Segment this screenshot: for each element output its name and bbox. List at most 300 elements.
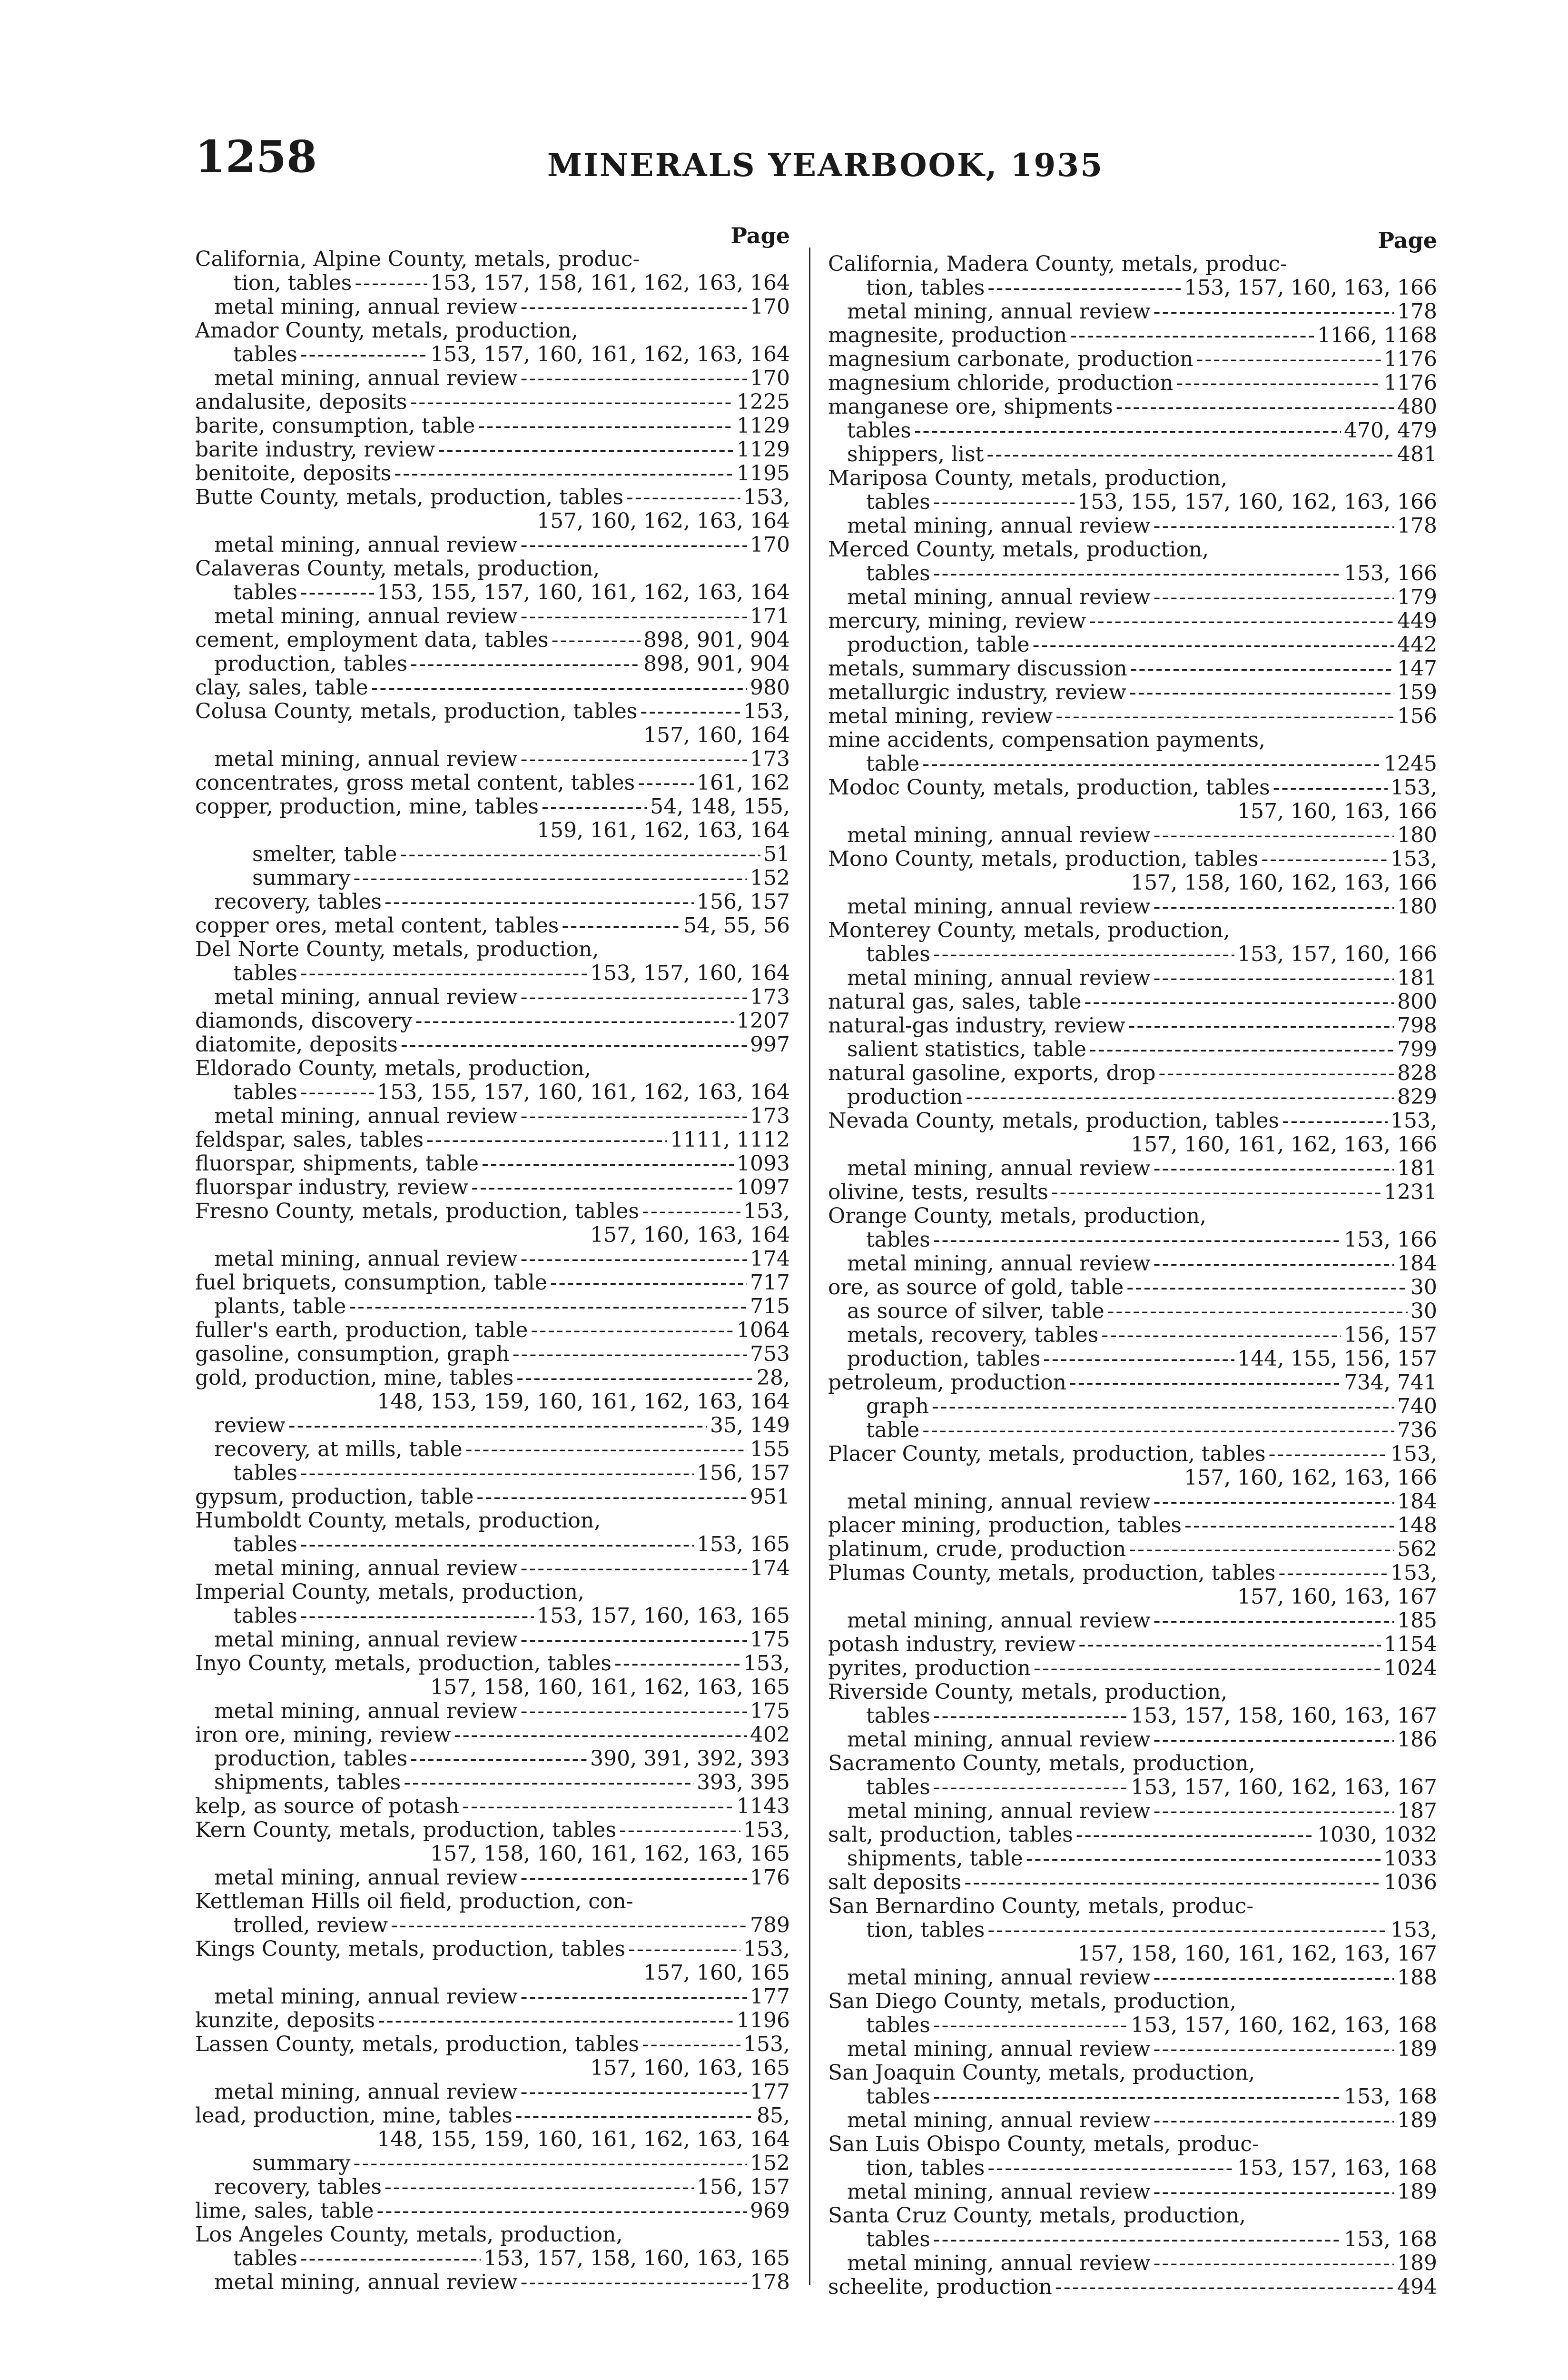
leader-dots [1128,1014,1394,1038]
index-entry-term: manganese ore, shipments [828,395,1113,419]
leader-dots [300,1081,375,1104]
index-entry-pages: 178 [1397,300,1437,324]
index-entry-pages: 174 [750,1557,790,1580]
index-entry-pages: 181 [1397,1157,1437,1180]
leader-dots [1154,2037,1394,2061]
index-entry-term: metal mining, annual review [214,1699,518,1723]
index-entry [195,581,790,605]
index-entry [828,514,1437,538]
index-entry-term: olivine, tests, results [828,1180,1048,1204]
index-entry [195,1699,790,1723]
index-entry [828,823,1437,847]
index-entry-term: California, Alpine County, metals, produc- [195,248,640,271]
index-entry-pages: 153, [1390,1561,1437,1585]
index-entry-term: metal mining, annual review [214,985,518,1009]
leader-dots [642,2033,740,2056]
leader-dots [391,1914,747,1937]
leader-dots [478,414,734,438]
index-entry-term: Santa Cruz County, metals, production, [828,2204,1246,2228]
leader-dots [1026,1847,1381,1871]
leader-dots [987,276,1181,300]
index-entry [195,1604,790,1628]
index-entry [828,1537,1437,1561]
leader-dots [476,1485,747,1509]
index-entry-term: gypsum, production, table [195,1485,474,1509]
leader-dots [1154,1252,1394,1276]
index-entry-term: feldspar, sales, tables [195,1128,424,1152]
index-entry-term: Orange County, metals, production, [828,1204,1207,1228]
index-entry-pages: 717 [750,1271,790,1295]
leader-dots [385,890,694,914]
page-number: 1258 [195,131,317,182]
leader-dots [465,1438,747,1461]
leader-dots [986,443,1394,466]
index-entry-pages: 153, [743,1652,790,1676]
index-entry [195,1747,790,1771]
index-entry-pages: 152 [750,866,790,890]
index-entry-pages: 153, 155, 157, 160, 161, 162, 163, 164 [377,1081,790,1104]
index-entry [195,1914,790,1937]
index-entry-pages: 189 [1397,2251,1437,2275]
index-entry-pages: 449 [1397,609,1437,633]
index-entry-pages-continued: 157, 160, 162, 163, 166 [1184,1466,1437,1490]
leader-dots [619,1818,740,1842]
index-entry-pages: 171 [750,605,790,628]
index-entry-term: trolled, review [233,1914,388,1937]
index-entry-term: cement, employment data, tables [195,628,549,652]
index-entry-pages: 442 [1397,633,1437,657]
index-entry [195,843,790,866]
index-entry-term: ore, as source of gold, table [828,1276,1124,1299]
leader-dots [626,486,740,509]
index-entry-pages: 170 [750,533,790,557]
index-entry [828,966,1437,990]
index-entry-pages: 153, [743,1818,790,1842]
index-entry-pages: 1176 [1384,371,1437,395]
index-entry [195,2152,790,2175]
leader-dots [1154,514,1394,538]
leader-dots [1154,1490,1394,1514]
index-entry-term: metal mining, annual review [214,1985,518,2009]
index-entry-term: Kings County, metals, production, tables [195,1937,625,1961]
index-entry-term: tion, tables [866,2156,985,2180]
leader-dots [371,676,747,700]
index-entry-pages: 179 [1397,585,1437,609]
index-entry [195,1628,790,1652]
leader-dots [521,2271,747,2294]
index-entry-term: fuel briquets, consumption, table [195,1271,547,1295]
index-entry-term: gold, production, mine, tables [195,1366,514,1390]
index-entry-pages: 1225 [737,390,790,414]
page-column-label: Page [730,223,790,248]
index-entry-pages: 980 [750,676,790,700]
index-entry-pages: 1195 [737,462,790,486]
index-entry-pages: 1024 [1384,1656,1437,1680]
index-entry [828,2061,1437,2085]
leader-dots [471,1176,734,1200]
index-entry-term: tables [233,2247,297,2271]
index-entry [828,466,1437,490]
index-entry-term: magnesium carbonate, production [828,347,1193,371]
index-entry-term: tables [866,562,930,585]
index-entry-pages: 153, 157, 160, 163, 165 [537,1604,790,1628]
leader-dots [516,1366,754,1390]
index-entry-term: Riverside County, metals, production, [828,1680,1228,1704]
leader-dots [552,628,641,652]
index-entry-pages: 153, [743,700,790,724]
leader-dots [638,771,694,795]
index-entry-term: metal mining, annual review [214,1866,518,1890]
index-entry-pages: 174 [750,1247,790,1271]
index-entry-term: benitoite, deposits [195,462,392,486]
index-entry [828,585,1437,609]
index-entry [195,2199,790,2223]
index-entry-pages: 562 [1397,1537,1437,1561]
index-entry-term: metals, summary discussion [828,657,1127,681]
index-entry [195,2009,790,2033]
index-entry-term: metal mining, review [828,704,1053,728]
leader-dots [355,271,427,295]
index-entry [195,1985,790,2009]
leader-dots [933,1228,1341,1252]
leader-dots [922,1418,1394,1442]
leader-dots [300,2247,481,2271]
index-entry-term: Sacramento County, metals, production, [828,1752,1255,1775]
index-entry [828,1847,1437,1871]
index-entry [828,1799,1437,1823]
index-entry-term: natural gas, sales, table [828,990,1082,1014]
leader-dots [521,747,747,771]
index-entry-term: mercury, mining, review [828,609,1086,633]
index-entry-term: platinum, crude, production [828,1537,1126,1561]
leader-dots [521,985,747,1009]
index-entry-term: recovery, tables [214,2175,382,2199]
leader-dots [614,1652,740,1676]
index-entry-pages: 177 [750,1985,790,2009]
index-entry [828,2132,1437,2156]
index-entry-term: metal mining, annual review [847,514,1151,538]
leader-dots [966,1085,1394,1109]
index-entry [828,2251,1437,2275]
leader-dots [562,914,680,938]
index-entry-pages: 753 [750,1342,790,1366]
leader-dots [454,1723,747,1747]
index-entry-term: recovery, tables [214,890,382,914]
leader-dots [933,562,1341,585]
index-entry [195,1200,790,1223]
index-entry-term: tables [233,1533,297,1557]
index-entry-pages: 144, 155, 156, 157 [1237,1347,1437,1371]
leader-dots [914,419,1341,443]
index-entry [828,1418,1437,1442]
index-entry-term: tion, tables [866,276,985,300]
index-entry [828,1299,1437,1323]
index-entry-term: plants, table [214,1295,346,1319]
index-entry [195,1771,790,1795]
index-entry-pages: 35, 149 [710,1414,790,1438]
index-entry [828,1371,1437,1395]
index-entry [195,914,790,938]
leader-dots [1085,990,1394,1014]
running-title: MINERALS YEARBOOK, 1935 [547,147,1104,184]
index-entry-term: Eldorado County, metals, production, [195,1057,591,1081]
index-entry [195,1104,790,1128]
index-entry-pages: 153, 168 [1344,2228,1437,2251]
index-entry-term: table [866,752,920,776]
index-entry-pages: 799 [1397,1038,1437,1061]
index-entry-pages: 1154 [1384,1633,1437,1656]
index-entry [195,890,790,914]
index-entry-term: tables [233,1604,297,1628]
index-entry-term: metal mining, annual review [847,1609,1151,1633]
index-entry [828,1871,1437,1894]
leader-dots [482,1152,734,1176]
leader-dots [521,1985,747,2009]
index-entry-pages: 969 [750,2199,790,2223]
index-entry [195,1890,790,1914]
index-entry [195,1866,790,1890]
leader-dots [1034,1656,1381,1680]
index-entry [195,1438,790,1461]
index-entry-term: Amador County, metals, production, [195,319,578,343]
index-entry-pages: 153, 166 [1344,562,1437,585]
index-entry-pages: 402 [750,1723,790,1747]
index-entry-term: salt, production, tables [828,1823,1073,1847]
leader-dots [521,1699,747,1723]
index-entry-term: table [866,1418,920,1442]
index-entry-pages: 390, 391, 392, 393 [590,1747,790,1771]
index-entry-pages: 898, 901, 904 [643,628,790,652]
index-entry-pages: 152 [750,2152,790,2175]
index-entry-term: Kern County, metals, production, tables [195,1818,617,1842]
index-entry [195,1128,790,1152]
index-entry-term: Monterey County, metals, production, [828,919,1230,942]
leader-dots [1033,633,1394,657]
index-entry [828,1823,1437,1847]
index-entry-pages: 28, [757,1366,790,1390]
index-entry [195,2247,790,2271]
index-entry-pages: 898, 901, 904 [643,652,790,676]
index-entry-term: smelter, table [252,843,397,866]
leader-dots [385,2175,694,2199]
index-entry-term: tion, tables [866,1918,985,1942]
index-entry-term: metal mining, annual review [847,1728,1151,1752]
index-entry-pages: 175 [750,1628,790,1652]
index-entry-pages: 175 [750,1699,790,1723]
leader-dots [438,438,734,462]
index-entry-pages-continued: 157, 160, 163, 165 [590,2056,790,2080]
leader-dots [513,1342,747,1366]
leader-dots [1154,1609,1394,1633]
index-entry [195,1818,790,1842]
leader-dots [933,2228,1341,2251]
index-entry-term: production, table [847,633,1030,657]
leader-dots [987,2156,1234,2180]
index-entry-pages: 85, [757,2104,790,2128]
leader-dots [1154,1799,1394,1823]
index-entry-pages: 156, 157 [697,1461,790,1485]
leader-dots [1130,657,1394,681]
index-entry-pages: 51 [763,843,790,866]
index-entry [828,776,1437,800]
index-entry-pages: 715 [750,1295,790,1319]
leader-dots [462,1795,734,1818]
index-entry [828,1656,1437,1680]
index-entry-term: metallurgic industry, review [828,681,1126,704]
index-entry-pages: 1030, 1032 [1317,1823,1437,1847]
leader-dots [933,1704,1128,1728]
leader-dots [1196,347,1381,371]
index-entry [828,919,1437,942]
index-entry-pages: 159 [1397,681,1437,704]
leader-dots [521,1866,747,1890]
leader-dots [1154,823,1394,847]
index-entry [828,895,1437,919]
index-entry-term: iron ore, mining, review [195,1723,451,1747]
index-entry-pages: 951 [750,1485,790,1509]
index-entry-pages: 740 [1397,1395,1437,1418]
index-entry-pages-continued: 157, 160, 163, 164 [590,1223,790,1247]
index-entry [195,1580,790,1604]
index-entry-pages: 180 [1397,895,1437,919]
leader-dots [1159,1061,1395,1085]
index-entry-pages: 480 [1397,395,1437,419]
index-entry-term: production, tables [214,652,408,676]
leader-dots [521,1104,747,1128]
index-entry-term: tables [233,581,297,605]
index-entry-term: Imperial County, metals, production, [195,1580,584,1604]
index-entry-term: metal mining, annual review [214,747,518,771]
index-entry-term: barite industry, review [195,438,435,462]
index-entry [828,1276,1437,1299]
index-entry [828,538,1437,562]
index-entry-pages: 1129 [737,438,790,462]
index-entry [195,462,790,486]
index-entry [828,324,1437,347]
index-entry [195,1485,790,1509]
leader-dots [550,1271,747,1295]
leader-dots [1129,681,1394,704]
leader-dots [1078,1633,1381,1656]
leader-dots [1089,1038,1394,1061]
index-entry-pages: 153, 157, 158, 160, 163, 165 [483,2247,790,2271]
index-entry-term: metal mining, annual review [214,1104,518,1128]
index-entry-pages: 1036 [1384,1871,1437,1894]
index-entry [828,1966,1437,1990]
index-entry-pages: 1097 [737,1176,790,1200]
index-entry-pages-continued: 157, 160, 161, 162, 163, 166 [1131,1132,1437,1157]
leader-dots [515,2104,754,2128]
leader-dots [1154,1966,1394,1990]
index-entry-pages: 1129 [737,414,790,438]
index-entry [828,1061,1437,1085]
leader-dots [1129,1537,1394,1561]
index-entry [828,1204,1437,1228]
index-entry-pages: 184 [1397,1252,1437,1276]
index-entry [828,728,1437,752]
index-entry [828,1014,1437,1038]
index-entry [828,443,1437,466]
index-entry [195,2271,790,2294]
index-entry [195,2223,790,2247]
index-entry [828,347,1437,371]
leader-dots [300,1533,694,1557]
leader-dots [933,942,1234,966]
index-entry-pages: 156, 157 [1344,1323,1437,1347]
index-entry-term: Kettleman Hills oil field, production, con- [195,1890,633,1914]
index-entry [195,605,790,628]
index-entry [828,2275,1437,2299]
index-entry-term: magnesium chloride, production [828,371,1174,395]
leader-dots [933,2085,1341,2109]
column-divider [809,248,810,2285]
index-entry-term: metal mining, annual review [214,1247,518,1271]
leader-dots [542,795,647,819]
index-entry [828,1609,1437,1633]
index-entry-pages: 1207 [737,1009,790,1033]
index-entry-pages: 734, 741 [1344,1371,1437,1395]
index-entry [195,2033,790,2056]
index-entry-term: kelp, as source of potash [195,1795,460,1818]
index-entry [828,419,1437,443]
index-entry-pages: 187 [1397,1799,1437,1823]
leader-dots [426,1128,667,1152]
index-entry-term: production, tables [214,1747,408,1771]
index-entry-term: Humboldt County, metals, production, [195,1509,601,1533]
index-entry-term: metal mining, annual review [214,367,518,390]
index-entry-term: metal mining, annual review [847,1966,1151,1990]
leader-dots [531,1319,734,1342]
index-entry [195,1557,790,1580]
index-entry-term: San Luis Obispo County, metals, produc- [828,2132,1259,2156]
index-entry-pages: 798 [1397,1014,1437,1038]
leader-dots [933,490,1075,514]
index-entry-term: metal mining, annual review [847,2037,1151,2061]
leader-dots [401,1033,747,1057]
index-entry-term: recovery, at mills, table [214,1438,463,1461]
index-entry-term: Fresno County, metals, production, tables [195,1200,639,1223]
index-entry [828,2085,1437,2109]
index-entry [195,1057,790,1081]
index-entry [828,1157,1437,1180]
index-entry [828,1704,1437,1728]
index-entry-term: metal mining, annual review [847,823,1151,847]
index-column-left [195,224,790,2294]
index-entry-term: metal mining, annual review [847,2251,1151,2275]
index-entries-right [828,252,1437,2299]
index-entry-term: salient statistics, table [847,1038,1086,1061]
index-entry-pages: 481 [1397,443,1437,466]
index-entry-pages-continued: 148, 153, 159, 160, 161, 162, 163, 164 [377,1389,790,1414]
leader-dots [1101,1323,1341,1347]
index-entry-pages: 1064 [737,1319,790,1342]
index-entry [195,367,790,390]
index-entry-term: mine accidents, compensation payments, [828,728,1265,752]
index-entry-pages: 153, 168 [1344,2085,1437,2109]
index-entry-term: tion, tables [233,271,352,295]
leader-dots [410,652,641,676]
index-entry [828,990,1437,1014]
index-entry-term: placer mining, production, tables [828,1514,1182,1537]
index-entry-term: natural-gas industry, review [828,1014,1125,1038]
index-entry-pages: 185 [1397,1609,1437,1633]
index-entry-pages: 178 [1397,514,1437,538]
index-entry [828,1323,1437,1347]
index-entry [828,1180,1437,1204]
index-entry [195,866,790,890]
index-entry-term: salt deposits [828,1871,962,1894]
leader-dots [378,2009,734,2033]
